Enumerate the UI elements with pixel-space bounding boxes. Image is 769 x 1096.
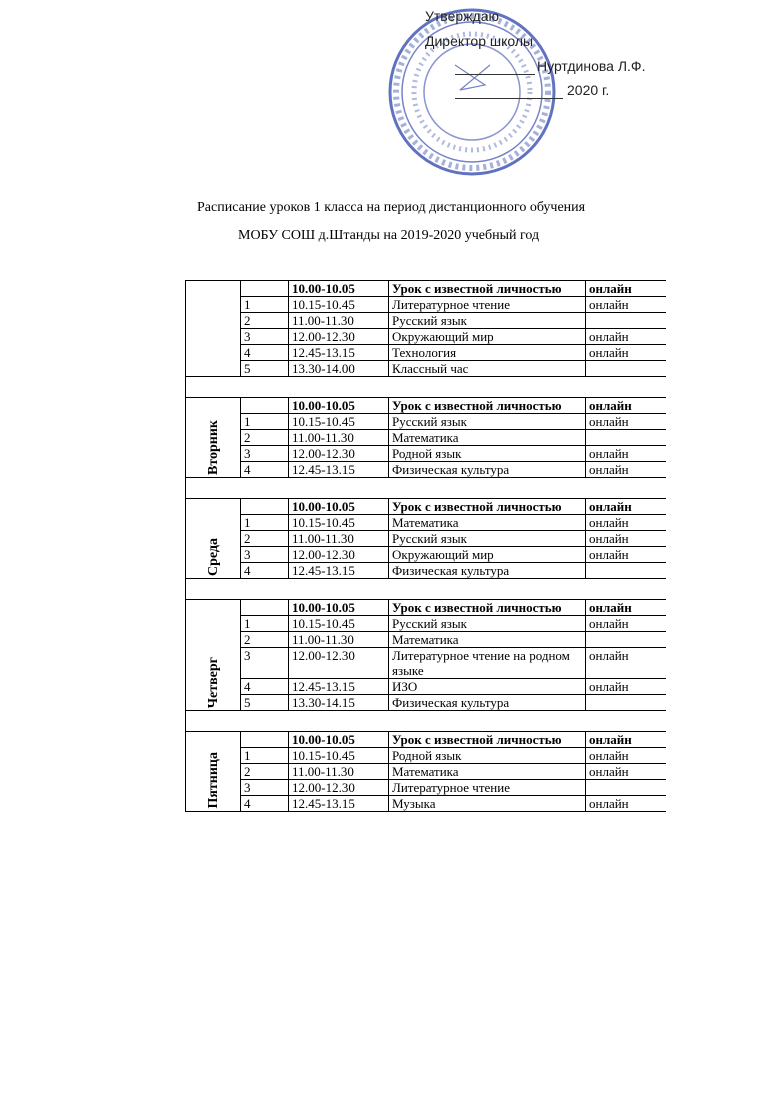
format-cell [586, 563, 666, 579]
time-cell: 12.00-12.30 [289, 547, 389, 563]
lesson-number-cell [241, 732, 289, 748]
lesson-row [186, 632, 666, 648]
lesson-number-cell: 4 [241, 563, 289, 579]
signature-line [455, 58, 535, 75]
day-name-cell [186, 600, 241, 711]
subject-cell: Литературное чтение на родном языке [389, 648, 586, 679]
approval-label: Утверждаю [425, 8, 499, 24]
day-header-row [186, 398, 666, 414]
subject-cell: Русский язык [389, 414, 586, 430]
lesson-row [186, 695, 666, 711]
lesson-row [186, 446, 666, 462]
lesson-number-cell: 4 [241, 679, 289, 695]
subject-cell: Математика [389, 764, 586, 780]
lesson-row [186, 297, 666, 313]
time-cell: 11.00-11.30 [289, 531, 389, 547]
format-cell [586, 695, 666, 711]
subject-cell: Урок с известной личностью [389, 732, 586, 748]
format-cell: онлайн [586, 547, 666, 563]
subject-cell: Математика [389, 430, 586, 446]
subject-cell: Урок с известной личностью [389, 281, 586, 297]
lesson-number-cell [241, 398, 289, 414]
format-cell: онлайн [586, 345, 666, 361]
subject-cell: Русский язык [389, 616, 586, 632]
lesson-number-cell [241, 600, 289, 616]
lesson-number-cell [241, 499, 289, 515]
time-cell: 10.00-10.05 [289, 600, 389, 616]
lesson-number-cell: 4 [241, 796, 289, 812]
lesson-row [186, 515, 666, 531]
lesson-row [186, 748, 666, 764]
lesson-number-cell: 4 [241, 462, 289, 478]
subject-cell: Физическая культура [389, 695, 586, 711]
lesson-row [186, 313, 666, 329]
lesson-number-cell: 3 [241, 446, 289, 462]
lesson-row [186, 547, 666, 563]
spacer-cell [186, 579, 666, 600]
time-cell: 12.45-13.15 [289, 345, 389, 361]
time-cell: 12.45-13.15 [289, 563, 389, 579]
spacer-row [186, 377, 666, 398]
day-name-cell [186, 732, 241, 812]
date-line [455, 82, 563, 99]
subject-cell: Русский язык [389, 531, 586, 547]
lesson-number-cell: 1 [241, 616, 289, 632]
document-title: Расписание уроков 1 класса на период дистанционного обучения [197, 200, 586, 215]
day-name-cell [186, 499, 241, 579]
subject-cell: Математика [389, 515, 586, 531]
day-name: Среда [205, 537, 221, 576]
format-cell: онлайн [586, 764, 666, 780]
subject-cell: Математика [389, 632, 586, 648]
lesson-number-cell: 5 [241, 695, 289, 711]
format-cell: онлайн [586, 499, 666, 515]
lesson-number-cell [241, 281, 289, 297]
time-cell: 12.45-13.15 [289, 796, 389, 812]
format-cell: онлайн [586, 600, 666, 616]
lesson-row [186, 764, 666, 780]
format-cell: онлайн [586, 297, 666, 313]
lesson-number-cell: 4 [241, 345, 289, 361]
lesson-row [186, 329, 666, 345]
format-cell [586, 313, 666, 329]
lesson-number-cell: 2 [241, 632, 289, 648]
format-cell [586, 780, 666, 796]
lesson-row [186, 531, 666, 547]
spacer-cell [186, 711, 666, 732]
lesson-row [186, 796, 666, 812]
subject-cell: Родной язык [389, 446, 586, 462]
format-cell: онлайн [586, 616, 666, 632]
time-cell: 10.15-10.45 [289, 748, 389, 764]
format-cell: онлайн [586, 329, 666, 345]
spacer-cell [186, 478, 666, 499]
lesson-row [186, 430, 666, 446]
lesson-number-cell: 1 [241, 297, 289, 313]
lesson-number-cell: 2 [241, 313, 289, 329]
format-cell: онлайн [586, 748, 666, 764]
subject-cell: Урок с известной личностью [389, 499, 586, 515]
time-cell: 12.00-12.30 [289, 329, 389, 345]
format-cell: онлайн [586, 281, 666, 297]
lesson-number-cell: 2 [241, 764, 289, 780]
subject-cell: Литературное чтение [389, 297, 586, 313]
format-cell: онлайн [586, 515, 666, 531]
time-cell: 12.45-13.15 [289, 679, 389, 695]
time-cell: 10.00-10.05 [289, 499, 389, 515]
day-name: Четверг [205, 656, 221, 708]
subject-cell: Литературное чтение [389, 780, 586, 796]
time-cell: 11.00-11.30 [289, 764, 389, 780]
approval-director: Директор школы [425, 33, 534, 49]
subject-cell: Технология [389, 345, 586, 361]
format-cell: онлайн [586, 446, 666, 462]
format-cell: онлайн [586, 531, 666, 547]
time-cell: 11.00-11.30 [289, 632, 389, 648]
time-cell: 12.00-12.30 [289, 446, 389, 462]
time-cell: 10.00-10.05 [289, 732, 389, 748]
lesson-number-cell: 5 [241, 361, 289, 377]
subject-cell: Урок с известной личностью [389, 398, 586, 414]
day-name: Пятница [205, 752, 221, 809]
time-cell: 12.00-12.30 [289, 648, 389, 679]
time-cell: 10.15-10.45 [289, 414, 389, 430]
day-name-cell [186, 398, 241, 478]
document-subtitle: МОБУ СОШ д.Штанды на 2019-2020 учебный год [238, 228, 540, 243]
subject-cell: Физическая культура [389, 462, 586, 478]
subject-cell: Физическая культура [389, 563, 586, 579]
lesson-row [186, 414, 666, 430]
time-cell: 10.15-10.45 [289, 616, 389, 632]
time-cell: 13.30-14.15 [289, 695, 389, 711]
format-cell: онлайн [586, 796, 666, 812]
lesson-number-cell: 3 [241, 780, 289, 796]
spacer-row [186, 711, 666, 732]
time-cell: 10.15-10.45 [289, 297, 389, 313]
day-header-row [186, 281, 666, 297]
spacer-cell [186, 377, 666, 398]
time-cell: 12.45-13.15 [289, 462, 389, 478]
time-cell: 12.00-12.30 [289, 780, 389, 796]
format-cell: онлайн [586, 462, 666, 478]
time-cell: 10.00-10.05 [289, 398, 389, 414]
lesson-number-cell: 2 [241, 430, 289, 446]
time-cell: 10.15-10.45 [289, 515, 389, 531]
format-cell: онлайн [586, 679, 666, 695]
lesson-row [186, 679, 666, 695]
lesson-number-cell: 2 [241, 531, 289, 547]
format-cell: онлайн [586, 732, 666, 748]
lesson-number-cell: 1 [241, 515, 289, 531]
day-header-row [186, 732, 666, 748]
spacer-row [186, 478, 666, 499]
subject-cell: ИЗО [389, 679, 586, 695]
format-cell [586, 632, 666, 648]
subject-cell: Окружающий мир [389, 547, 586, 563]
format-cell: онлайн [586, 414, 666, 430]
subject-cell: Окружающий мир [389, 329, 586, 345]
lesson-row [186, 648, 666, 679]
format-cell [586, 430, 666, 446]
day-header-row [186, 600, 666, 616]
format-cell [586, 361, 666, 377]
subject-cell: Классный час [389, 361, 586, 377]
time-cell: 11.00-11.30 [289, 313, 389, 329]
day-header-row [186, 499, 666, 515]
day-name: Вторник [205, 419, 221, 475]
lesson-number-cell: 1 [241, 748, 289, 764]
lesson-number-cell: 3 [241, 648, 289, 679]
approval-year: 2020 г. [567, 82, 610, 98]
lesson-number-cell: 3 [241, 547, 289, 563]
format-cell: онлайн [586, 398, 666, 414]
time-cell: 13.30-14.00 [289, 361, 389, 377]
format-cell: онлайн [586, 648, 666, 679]
time-cell: 10.00-10.05 [289, 281, 389, 297]
lesson-row [186, 462, 666, 478]
subject-cell: Музыка [389, 796, 586, 812]
lesson-row [186, 345, 666, 361]
time-cell: 11.00-11.30 [289, 430, 389, 446]
subject-cell: Русский язык [389, 313, 586, 329]
lesson-number-cell: 3 [241, 329, 289, 345]
day-name-cell [186, 281, 241, 377]
subject-cell: Урок с известной личностью [389, 600, 586, 616]
subject-cell: Родной язык [389, 748, 586, 764]
schedule-table [185, 280, 666, 812]
lesson-number-cell: 1 [241, 414, 289, 430]
lesson-row [186, 361, 666, 377]
lesson-row [186, 780, 666, 796]
lesson-row [186, 563, 666, 579]
spacer-row [186, 579, 666, 600]
lesson-row [186, 616, 666, 632]
approval-name: Нуртдинова Л.Ф. [537, 58, 646, 74]
